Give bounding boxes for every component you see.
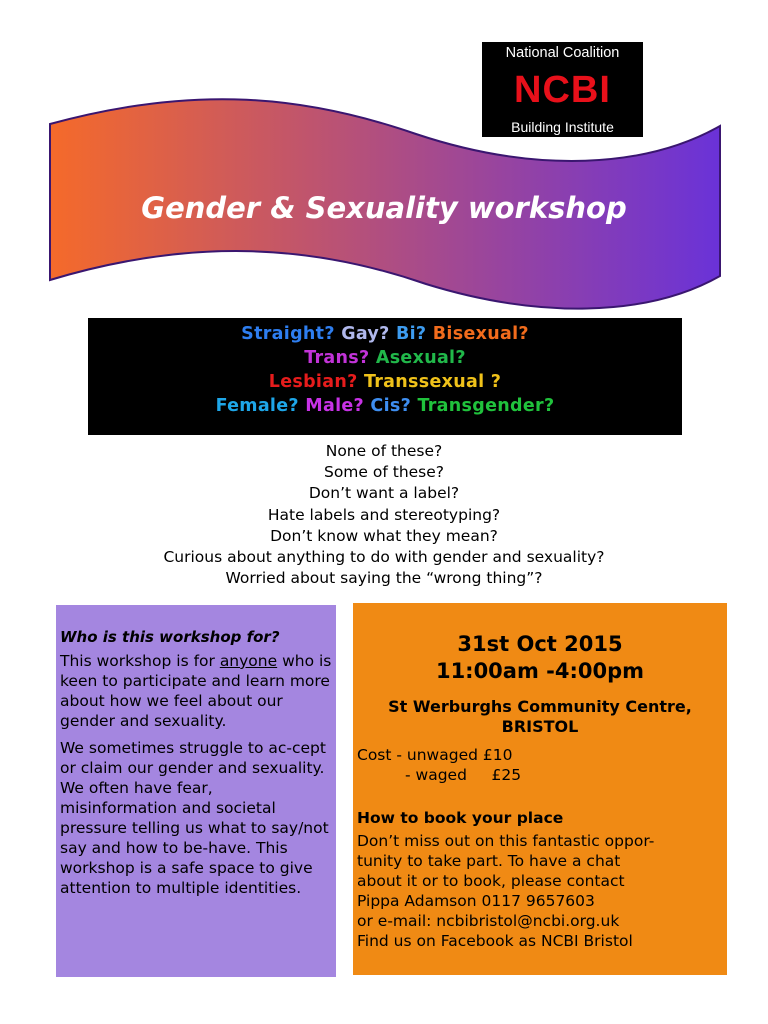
- identity-label: Asexual?: [375, 348, 466, 368]
- booking-line: about it or to book, please contact: [357, 872, 625, 890]
- venue-line-1: St Werburghs Community Centre,: [388, 697, 692, 716]
- booking-line: tunity to take part. To have a chat: [357, 852, 621, 870]
- event-details-panel: [353, 603, 727, 975]
- logo-line-top: National Coalition: [505, 45, 620, 61]
- question-line: None of these?: [325, 442, 443, 460]
- venue-line-2: BRISTOL: [501, 717, 579, 736]
- identity-label: Transsexual ?: [363, 372, 502, 392]
- audience-panel: [56, 605, 336, 977]
- labels-row: [88, 346, 682, 370]
- identity-label: Bisexual?: [432, 324, 529, 344]
- booking-line: Don’t miss out on this fantastic oppor-: [357, 832, 655, 850]
- logo-line-bottom: Building Institute: [511, 119, 614, 135]
- identity-label: Trans?: [304, 348, 370, 368]
- cost-unwaged: Cost - unwaged £10: [357, 746, 513, 764]
- booking-text: [353, 831, 727, 951]
- labels-row: [88, 370, 682, 394]
- labels-row: [88, 322, 682, 346]
- identity-label: Gay?: [341, 324, 390, 344]
- question-line: Curious about anything to do with gender and sexuality?: [163, 548, 605, 567]
- audience-paragraph-1: This workshop is for anyone who is keen to participate and learn more about how we feel about our gender and sexuality.: [60, 652, 332, 730]
- identity-label: Transgender?: [417, 396, 555, 416]
- workshop-title: Gender & Sexuality workshop: [141, 191, 627, 225]
- audience-paragraph-2: We sometimes struggle to ac-cept or claim our gender and sexuality. We often have fear, misinformation and societal pressure telling us what to say/not say and how to be-have. This workshop is a safe space to give attention to multiple identities.: [60, 739, 329, 897]
- identity-label: Bi?: [396, 324, 427, 344]
- booking-line: Find us on Facebook as NCBI Bristol: [357, 932, 633, 950]
- event-time: 11:00am -4:00pm: [435, 659, 645, 683]
- question-line: Worried about saying the “wrong thing”?: [225, 569, 543, 588]
- event-date: 31st Oct 2015: [457, 632, 623, 656]
- booking-line: or e-mail: ncbibristol@ncbi.org.uk: [357, 912, 620, 930]
- event-cost: [353, 745, 727, 785]
- cost-waged: - waged £25: [405, 766, 522, 784]
- logo-wordmark: NCBI: [514, 69, 611, 111]
- question-line: Don’t know what they mean?: [270, 526, 498, 545]
- booking-line: Pippa Adamson 0117 9657603: [357, 892, 595, 910]
- anyone-emphasis: anyone: [219, 652, 278, 670]
- question-line: Some of these?: [323, 463, 445, 482]
- identity-label: Male?: [305, 396, 365, 416]
- audience-heading: Who is this workshop for?: [60, 628, 280, 646]
- booking-heading: How to book your place: [357, 809, 564, 827]
- identity-label: Lesbian?: [268, 372, 358, 392]
- identity-label: Female?: [215, 396, 299, 416]
- identity-label: Straight?: [241, 324, 335, 344]
- labels-row: [88, 394, 682, 418]
- event-venue: [353, 697, 727, 737]
- identity-labels-box: [88, 318, 682, 435]
- questions-list: [0, 441, 768, 589]
- question-line: Hate labels and stereotyping?: [267, 505, 501, 524]
- identity-label: Cis?: [370, 396, 412, 416]
- question-line: Don’t want a label?: [308, 484, 460, 503]
